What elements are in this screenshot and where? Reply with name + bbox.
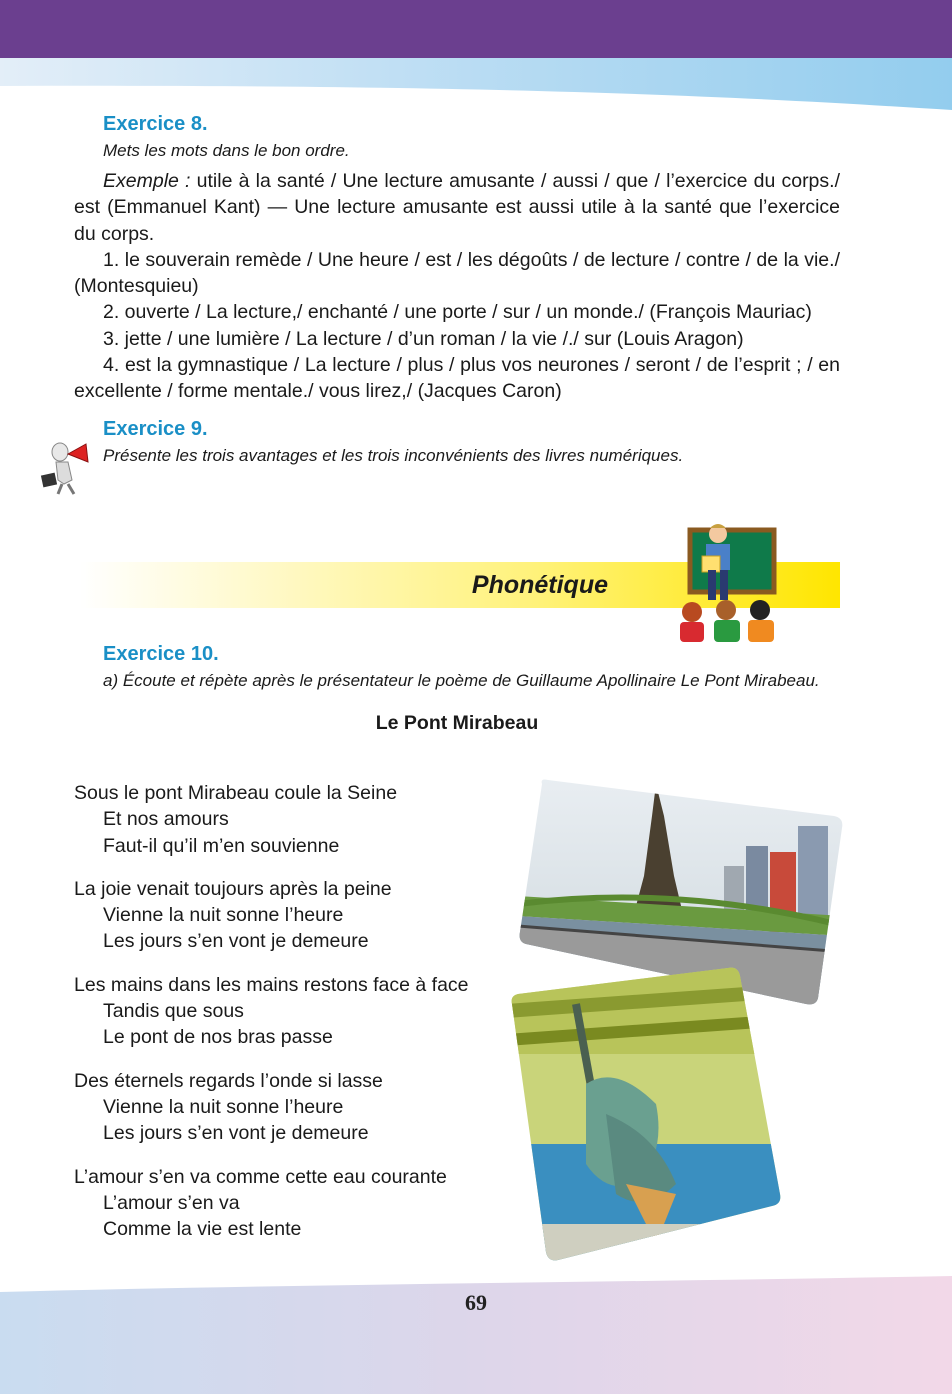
poem-stanza xyxy=(74,876,534,955)
poem-stanza xyxy=(74,972,534,1051)
poem-stanza xyxy=(74,780,534,859)
exercise-8-item: 4. est la gymnastique / La lecture / plus / plus vos neurones / seront / de l’esprit ; / en excellente / forme mentale./ vous lirez,/ (Jacques Caron) xyxy=(74,354,840,403)
poem-stanza xyxy=(74,1068,534,1147)
poem-line: L’amour s’en va xyxy=(103,1191,240,1214)
exercise-10-instruction: a) Écoute et répète après le présentateur le poème de Guillaume Apollinaire Le Pont Mirabeau. xyxy=(103,671,820,690)
bridge-statue-photo xyxy=(506,964,788,1264)
poem-stanza xyxy=(74,1164,534,1243)
example-label: Exemple : xyxy=(103,170,191,192)
exercise-9-instruction: Présente les trois avantages et les trois inconvénients des livres numériques. xyxy=(103,445,684,465)
poem-line: Les mains dans les mains restons face à face xyxy=(74,973,469,996)
example-text: utile à la santé / Une lecture amusante / aussi / que / l’exercice du corps./ est (Emmanuel Kant) — Une lecture amusante est aussi utile à la santé que l’exercice du corps. xyxy=(74,170,840,245)
exercise-10 xyxy=(74,640,840,735)
header-wave xyxy=(0,0,952,120)
exercise-8-example xyxy=(74,168,840,247)
poem-line: Sous le pont Mirabeau coule la Seine xyxy=(74,782,398,804)
poem-line: Le pont de nos bras passe xyxy=(103,1026,333,1049)
poem-line: Vienne la nuit sonne l’heure xyxy=(103,1095,344,1118)
page-number: 69 xyxy=(465,1290,487,1315)
poem-line: Les jours s’en vont je demeure xyxy=(103,930,369,953)
poem-line: Et nos amours xyxy=(103,808,229,831)
poem-line: Comme la vie est lente xyxy=(103,1218,302,1241)
poem-line: Vienne la nuit sonne l’heure xyxy=(103,904,344,927)
poem-line: Les jours s’en vont je demeure xyxy=(103,1122,369,1145)
footer-band xyxy=(0,1270,952,1394)
exercise-8-title: Exercice 8. xyxy=(103,113,208,135)
poem-line: Des éternels regards l’onde si lasse xyxy=(74,1069,383,1092)
poem-line: La joie venait toujours après la peine xyxy=(74,877,392,900)
poem xyxy=(74,780,534,1259)
exercise-8-item: 3. jette / une lumière / La lecture / d’un roman / la vie /./ sur (Louis Aragon) xyxy=(103,327,744,350)
exercise-8-item: 2. ouverte / La lecture,/ enchanté / une porte / sur / un monde./ (François Mauriac) xyxy=(103,301,812,324)
exercise-9-title: Exercice 9. xyxy=(103,417,208,440)
section-title: Phonétique xyxy=(471,571,608,599)
exercise-8-instruction: Mets les mots dans le bon ordre. xyxy=(103,141,350,160)
megaphone-mascot-icon xyxy=(38,440,98,496)
classroom-illustration xyxy=(676,522,780,646)
poem-title: Le Pont Mirabeau xyxy=(375,712,539,734)
exercise-8-item: 1. le souverain remède / Une heure / est / les dégoûts / de lecture / contre / de la vie./ (Montesquieu) xyxy=(74,248,840,298)
main-content xyxy=(74,110,840,469)
poem-line: Tandis que sous xyxy=(103,1000,244,1023)
poem-line: Faut-il qu’il m’en souvienne xyxy=(103,834,340,857)
exercise-10-title: Exercice 10. xyxy=(103,643,219,665)
poem-line: L’amour s’en va comme cette eau courante xyxy=(74,1165,447,1188)
